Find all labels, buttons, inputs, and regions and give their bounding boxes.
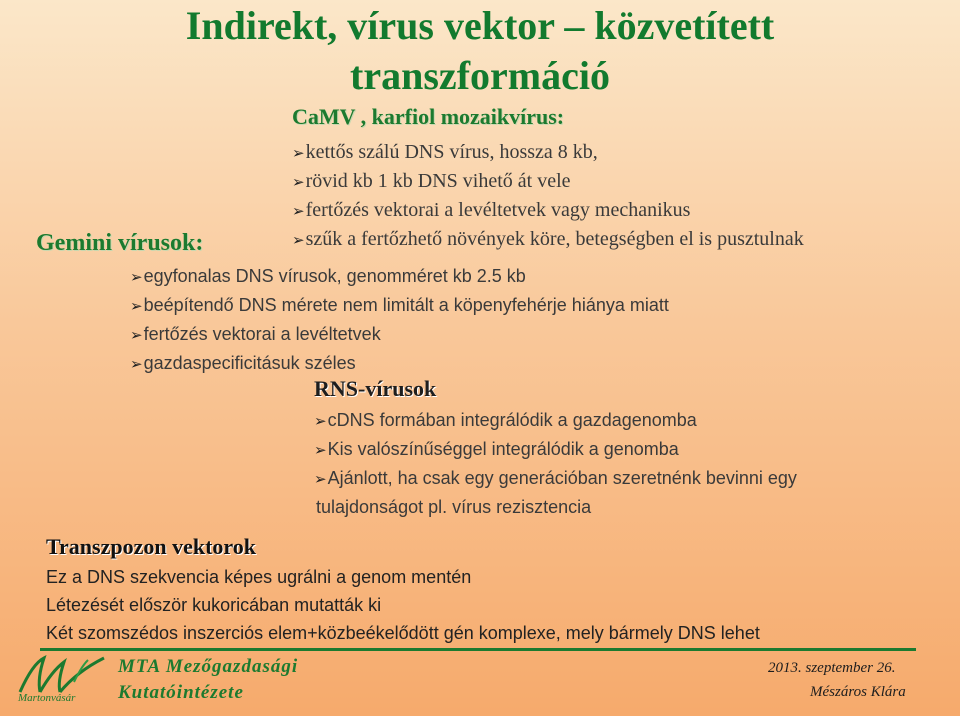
arrow-bullet-icon: ➢	[130, 356, 143, 373]
institute-name-line-1: MTA Mezőgazdasági	[118, 656, 299, 677]
camv-bullet: ➢rövid kb 1 kb DNS vihető át vele	[292, 170, 571, 192]
rns-bullet: ➢cDNS formában integrálódik a gazdagenomba	[314, 410, 697, 430]
gemini-bullet: ➢egyfonalas DNS vírusok, genomméret kb 2.5 kb	[130, 266, 526, 286]
arrow-bullet-icon: ➢	[314, 471, 327, 488]
arrow-bullet-icon: ➢	[130, 269, 143, 286]
arrow-bullet-icon: ➢	[130, 298, 143, 315]
rns-bullet: ➢Kis valószínűséggel integrálódik a genomba	[314, 439, 679, 459]
arrow-bullet-icon: ➢	[292, 233, 305, 249]
slide-title-line-2: transzformáció	[350, 53, 610, 98]
rns-heading: RNS-vírusok	[314, 376, 437, 401]
slide-title-line-1: Indirekt, vírus vektor – közvetített	[185, 3, 775, 48]
arrow-bullet-icon: ➢	[314, 442, 327, 459]
gemini-bullet: ➢gazdaspecificitásuk széles	[130, 353, 356, 373]
arrow-bullet-icon: ➢	[292, 204, 305, 220]
arrow-bullet-icon: ➢	[292, 146, 305, 162]
transposon-line: Két szomszédos inszerciós elem+közbeékelődött gén komplexe, mely bármely DNS lehet	[46, 623, 760, 643]
transposon-line: Ez a DNS szekvencia képes ugrálni a genom mentén	[46, 567, 472, 587]
camv-bullet: ➢szűk a fertőzhető növények köre, betegségben el is pusztulnak	[292, 228, 804, 250]
footer-divider	[40, 648, 916, 651]
camv-bullet: ➢fertőzés vektorai a levéltetvek vagy mechanikus	[292, 199, 691, 221]
transposon-line: Létezését először kukoricában mutatták ki	[46, 595, 382, 615]
presentation-date: 2013. szeptember 26.	[768, 660, 896, 676]
institute-name-line-2: Kutatóintézete	[118, 682, 244, 703]
logo-caption: Martonvásár	[18, 692, 76, 704]
arrow-bullet-icon: ➢	[292, 175, 305, 191]
gemini-heading: Gemini vírusok:	[36, 230, 204, 256]
arrow-bullet-icon: ➢	[130, 327, 143, 344]
camv-bullet: ➢kettős szálú DNS vírus, hossza 8 kb,	[292, 141, 598, 163]
gemini-bullet: ➢beépítendő DNS mérete nem limitált a köpenyfehérje hiánya miatt	[130, 295, 669, 315]
camv-heading: CaMV , karfiol mozaikvírus:	[292, 104, 565, 129]
transposon-heading: Transzpozon vektorok	[46, 534, 257, 559]
arrow-bullet-icon: ➢	[314, 413, 327, 430]
gemini-bullet: ➢fertőzés vektorai a levéltetvek	[130, 324, 381, 344]
rns-bullet: ➢Ajánlott, ha csak egy generációban szeretnénk bevinni egy	[314, 468, 797, 488]
author-name: Mészáros Klára	[810, 684, 906, 700]
rns-continuation: tulajdonságot pl. vírus rezisztencia	[316, 497, 592, 517]
